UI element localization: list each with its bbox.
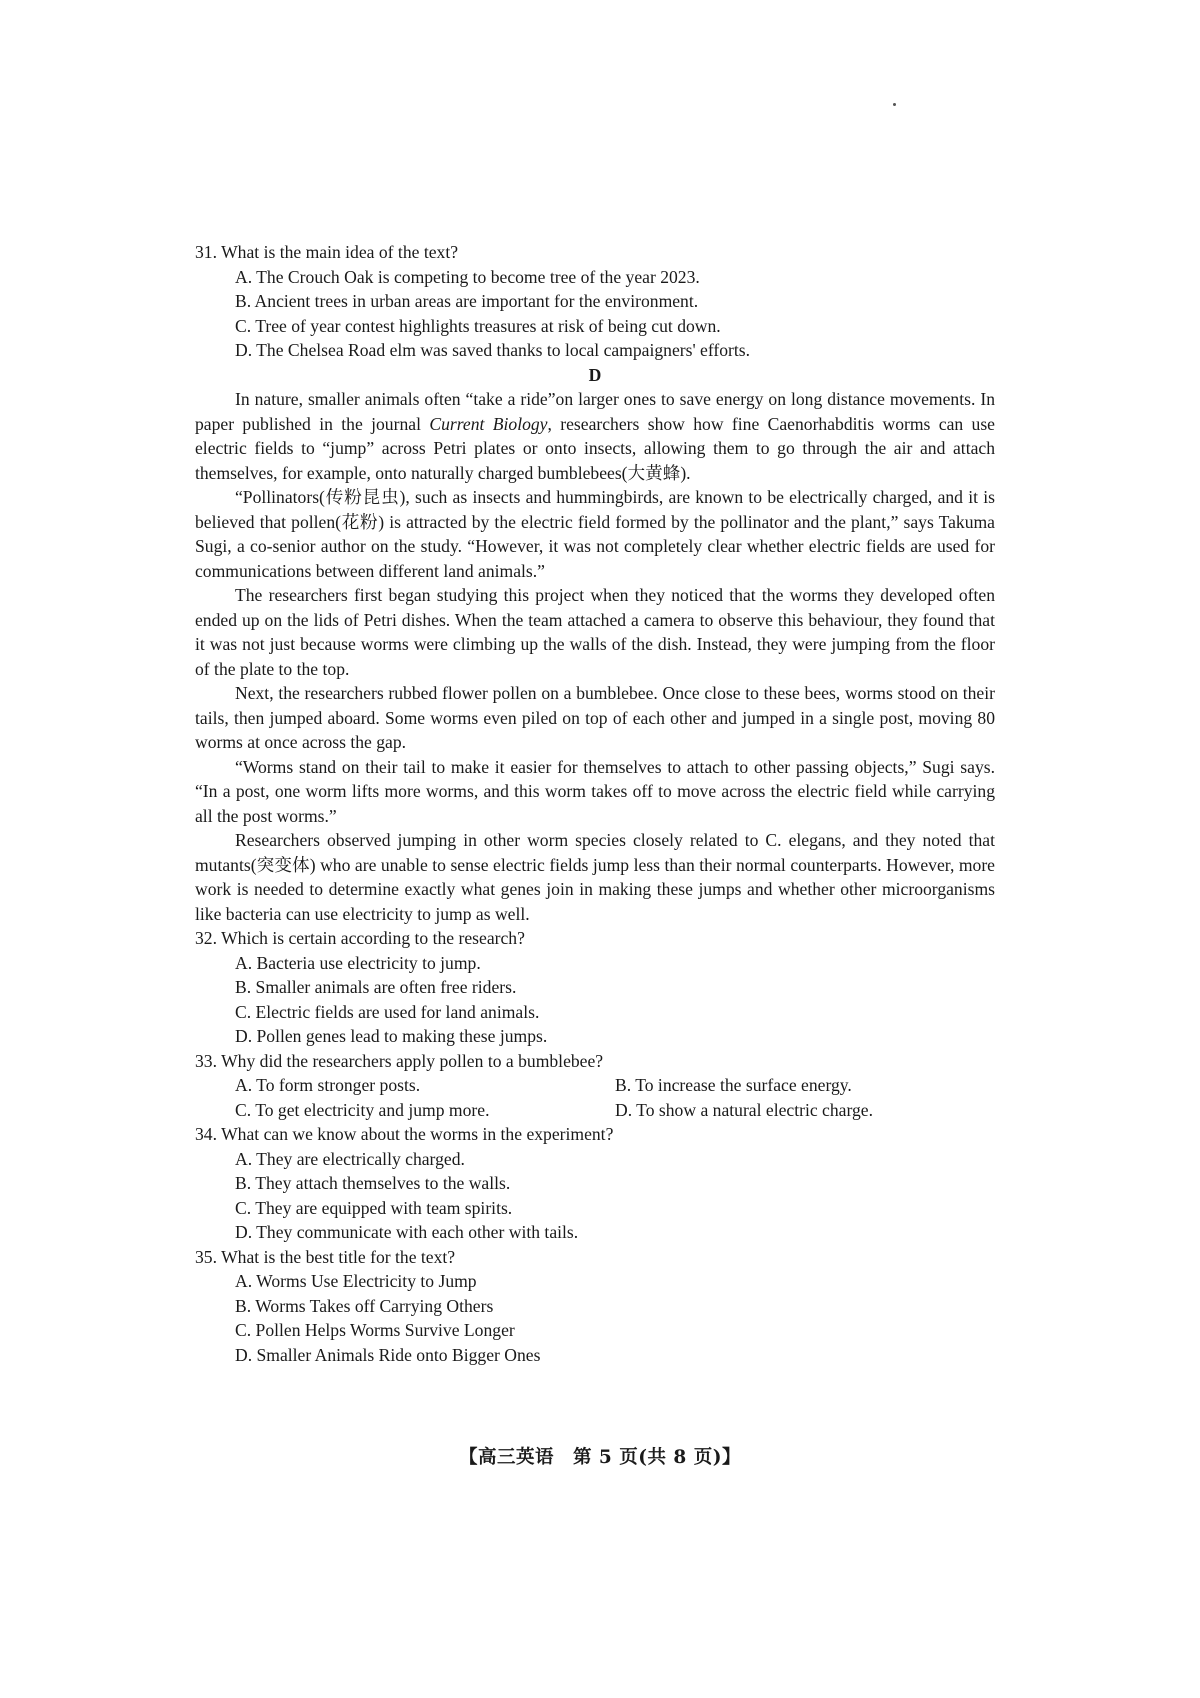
option-d: D. The Chelsea Road elm was saved thanks to local campaigners' efforts.	[235, 340, 751, 360]
option-a: A. Worms Use Electricity to Jump	[235, 1271, 477, 1291]
journal-title: Current Biology	[429, 413, 548, 434]
section-label: D	[588, 364, 602, 385]
question-stem: 33. Why did the researchers apply pollen to a bumblebee?	[195, 1050, 604, 1071]
question-35	[195, 1245, 995, 1368]
option-c: C. Tree of year contest highlights treasures at risk of being cut down.	[235, 315, 721, 336]
option-a: A. The Crouch Oak is competing to become tree of the year 2023.	[235, 266, 700, 287]
option-b: B. To increase the surface energy.	[615, 1075, 852, 1095]
passage-paragraph-6: Researchers observed jumping in other worm species closely related to C. elegans, and they noted that mutants(突变体) who are unable to sense electric fields jump less than their normal counterparts. However, more work is needed to determine exactly what genes join in making these jumps and whether other microorganisms like bacteria can use electricity to jump as well.	[195, 830, 995, 924]
passage-paragraph-1	[195, 387, 995, 485]
option-row	[235, 1098, 995, 1123]
option-b: B. Smaller animals are often free riders.	[235, 977, 517, 997]
question-31	[195, 240, 995, 363]
option-c: C. They are equipped with team spirits.	[235, 1197, 513, 1218]
option-c: C. Electric fields are used for land animals.	[235, 1001, 540, 1022]
passage-paragraph-5: “Worms stand on their tail to make it easier for themselves to attach to other passing objects,” Sugi says. “In a post, one worm lifts more worms, and this worm takes off to move across the electric field while carrying all the post worms.”	[195, 756, 995, 826]
option-b: B. Ancient trees in urban areas are important for the environment.	[235, 291, 699, 311]
question-32	[195, 926, 995, 1049]
option-d: D. To show a natural electric charge.	[615, 1099, 874, 1120]
scan-speck	[893, 103, 896, 106]
passage-paragraph-2: “Pollinators(传粉昆虫), such as insects and hummingbirds, are known to be electrically charged, and it is believed that pollen(花粉) is attracted by the electric field formed by the pollinator and the plant,” says Takuma Sugi, a co-senior author on the study. “However, it was not completely clear whether electric fields are used for communications between different land animals.”	[195, 487, 995, 581]
option-d: D. Pollen genes lead to making these jumps.	[235, 1026, 548, 1046]
option-d: D. Smaller Animals Ride onto Bigger Ones	[235, 1344, 541, 1365]
paragraph-text: , researchers show how fine Caenorhabditis worms can use electric fields to “jump” across Petri plates or onto insects, allowing them to go through the air and attach themselves, for example, onto naturally charged bumblebees(大黄蜂).	[195, 413, 995, 483]
page-content	[195, 240, 995, 1367]
option-a: A. They are electrically charged.	[235, 1148, 465, 1169]
question-stem: 31. What is the main idea of the text?	[195, 242, 459, 262]
question-stem: 35. What is the best title for the text?	[195, 1246, 456, 1267]
option-d: D. They communicate with each other with tails.	[235, 1222, 579, 1242]
passage-paragraph-4: Next, the researchers rubbed flower pollen on a bumblebee. Once close to these bees, worms stood on their tails, then jumped aboard. Some worms even piled on top of each other and jumped in a single post, moving 80 worms at once across the gap.	[195, 683, 995, 752]
page-footer: 【高三英语 第 5 页(共 8 页)】	[458, 1447, 741, 1468]
paragraph-text: In nature, smaller animals often “take a ride”on larger ones to save energy on long distance movements. In paper published in the journal	[195, 389, 995, 434]
question-stem: 32. Which is certain according to the research?	[195, 928, 525, 948]
question-34	[195, 1122, 995, 1245]
question-33	[195, 1049, 995, 1123]
option-a: A. To form stronger posts.	[235, 1075, 421, 1095]
option-c: C. To get electricity and jump more.	[235, 1099, 490, 1120]
option-row	[235, 1073, 995, 1098]
question-stem: 34. What can we know about the worms in the experiment?	[195, 1124, 614, 1144]
option-a: A. Bacteria use electricity to jump.	[235, 952, 481, 973]
passage-paragraph-3: The researchers first began studying this project when they noticed that the worms they developed often ended up on the lids of Petri dishes. When the team attached a camera to observe this behaviour, they found that it was not just because worms were climbing up the walls of the dish. Instead, they were jumping from the floor of the plate to the top.	[195, 585, 995, 679]
option-b: B. Worms Takes off Carrying Others	[235, 1295, 494, 1316]
option-c: C. Pollen Helps Worms Survive Longer	[235, 1320, 515, 1340]
option-b: B. They attach themselves to the walls.	[235, 1173, 511, 1193]
reading-passage	[195, 387, 995, 926]
